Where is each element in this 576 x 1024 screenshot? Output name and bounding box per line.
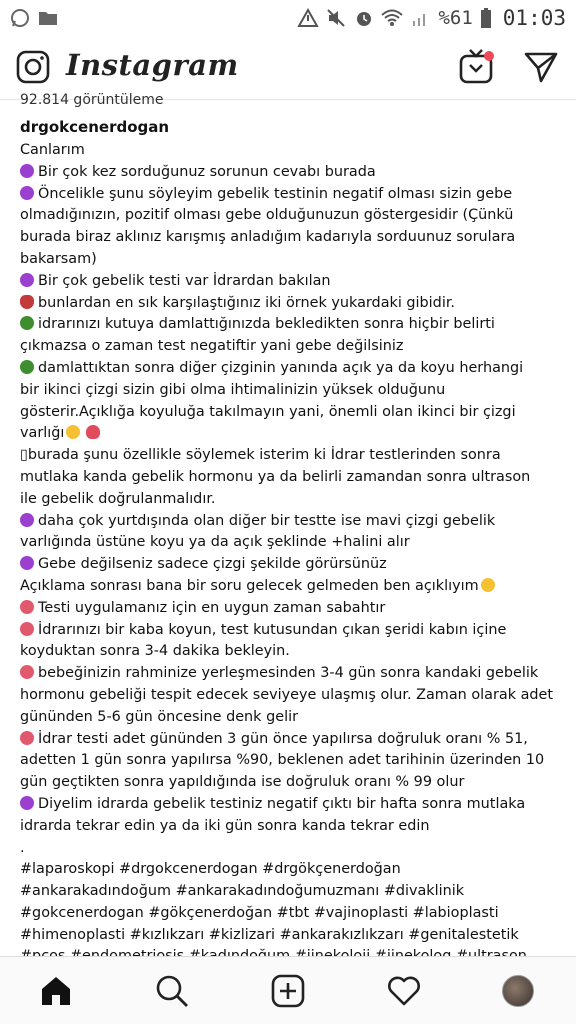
caption-text: #laparoskopi #drgokcenerdogan #drgökçenerdoğan [20, 861, 401, 878]
caption-text: idrarda tekrar edin ya da iki gün sonra kanda tekrar edin [20, 817, 430, 834]
caption-line [20, 532, 564, 554]
kiss-emoji-icon [86, 425, 100, 439]
caption-text: #gokcenerdogan #gökçenerdoğan #tbt #vajinoplasti #labioplasti [20, 904, 499, 921]
caption-text: Testi uygulamanız için en uygun zaman sabahtır [38, 599, 386, 616]
green-emoji-icon [20, 360, 34, 374]
caption-text: adetten 1 gün sonra yapılırsa %90, beklenen adet tarihinin üzerinden 10 [20, 752, 545, 769]
alert-icon [298, 8, 318, 28]
caption-text: ▯burada şunu özellikle söylemek isterim ki İdrar testlerinden sonra [20, 447, 501, 464]
bottom-navigation [0, 956, 576, 1024]
caption-text: Diyelim idrarda gebelik testiniz negatif çıktı bir hafta sonra mutlaka [38, 795, 526, 812]
purple-emoji-icon [20, 796, 34, 810]
caption-line [20, 511, 564, 533]
instagram-logo[interactable]: Instagram [66, 48, 239, 82]
purple-emoji-icon [20, 186, 34, 200]
igtv-icon[interactable] [458, 48, 496, 86]
smile-emoji-icon [66, 425, 80, 439]
caption-text: Bir çok gebelik testi var İdrardan bakılan [38, 272, 331, 289]
purple-emoji-icon [20, 273, 34, 287]
caption-text: mutlaka kanda gebelik hormonu ya da belirli zamandan sonra ultrason [20, 468, 531, 485]
caption-text: çıkmazsa o zaman test negatiftir yani gebe değilsiniz [20, 338, 404, 355]
app-header [0, 36, 576, 100]
caption-line [20, 140, 564, 162]
whatsapp-icon [10, 8, 30, 28]
caption-line [20, 467, 564, 489]
folder-icon [38, 8, 58, 28]
caption-text: İdrarınızı bir kaba koyun, test kutusundan çıkan şeridi kabın içine [38, 621, 507, 638]
caption-line [20, 249, 564, 271]
caption-line [20, 489, 564, 511]
caption-line [20, 859, 564, 881]
view-count: 92.814 görüntüleme [20, 92, 164, 108]
caption-line [20, 838, 564, 860]
caption-line [20, 336, 564, 358]
caption-text: İdrar testi adet gününden 3 gün önce yapılırsa doğruluk oranı % 51, [38, 730, 528, 747]
caption-text: Gebe değilseniz sadece çizgi şekilde görürsünüz [38, 556, 387, 573]
caption-text: Bir çok kez sorduğunuz sorunun cevabı burada [38, 163, 376, 180]
caption-line [20, 423, 564, 445]
caption-line [20, 903, 564, 925]
search-icon[interactable] [154, 973, 190, 1009]
wifi-icon [382, 8, 402, 28]
caption-line [20, 772, 564, 794]
flower-emoji-icon [20, 731, 34, 745]
caption-line [20, 729, 564, 751]
caption-line [20, 402, 564, 424]
post-username[interactable]: drgokcenerdogan [20, 118, 170, 136]
caption-line [20, 293, 564, 315]
profile-avatar[interactable] [500, 973, 536, 1009]
caption-text: daha çok yurtdışında olan diğer bir testte ise mavi çizgi gebelik [38, 512, 496, 529]
caption-line [20, 576, 564, 598]
caption-line [20, 663, 564, 685]
caption-text: hormonu gebeliği tespit edecek seviyeye ulaşmış olur. Zaman olarak adet [20, 686, 554, 703]
home-icon[interactable] [38, 973, 74, 1009]
caption-text: olmadığınızın, pozitif olması gebe olduğunuzun göstergesidir (Çünkü [20, 207, 514, 224]
alarm-icon [354, 8, 374, 28]
caption-text: bakarsam) [20, 250, 97, 267]
red-emoji-icon [20, 295, 34, 309]
caption-line [20, 816, 564, 838]
purple-emoji-icon [20, 556, 34, 570]
caption-line [20, 358, 564, 380]
caption-line [20, 271, 564, 293]
caption-line [20, 314, 564, 336]
caption-line [20, 794, 564, 816]
caption-text: bir ikinci çizgi sizin gibi olma ihtimalinizin yüksek olduğunu [20, 381, 446, 398]
caption-text: varlığı [20, 425, 65, 442]
camera-icon[interactable] [16, 50, 50, 84]
direct-message-icon[interactable] [524, 50, 558, 84]
signal-icon [410, 8, 430, 28]
activity-icon[interactable] [386, 973, 422, 1009]
battery-level: %61 [438, 7, 473, 29]
caption-line [20, 925, 564, 947]
mute-icon [326, 8, 346, 28]
caption-text: damlattıktan sonra diğer çizginin yanında açık ya da koyu herhangi [38, 359, 524, 376]
clock: 01:03 [502, 6, 566, 30]
caption-line [20, 707, 564, 729]
caption-line [20, 205, 564, 227]
caption-text: burada biraz aklınız karışmış anladığım kadarıyla sorduunuz sorulara [20, 229, 516, 246]
caption-text: gösterir.Açıklığa koyuluğa takılmayın yani, önemli olan ikinci bir çizgi [20, 403, 516, 420]
purple-emoji-icon [20, 513, 34, 527]
caption-text: varlığında üstüne koyu ya da açık şeklinde +halini alır [20, 534, 410, 551]
purple-emoji-icon [20, 164, 34, 178]
status-bar [0, 0, 576, 36]
status-bar-right [298, 6, 566, 30]
caption-text: koyduktan sonra 3-4 dakika bekleyin. [20, 643, 290, 660]
caption-text: . [20, 839, 25, 856]
caption-text: #ankarakadındoğum #ankarakadındoğumuzmanı #divaklinik [20, 883, 465, 900]
caption-line [20, 641, 564, 663]
new-post-icon[interactable] [270, 973, 306, 1009]
smile-emoji-icon [481, 578, 495, 592]
caption-line [20, 881, 564, 903]
caption-text: idrarınızı kutuya damlattığınızda bekledikten sonra hiçbir belirti [38, 316, 495, 333]
green-emoji-icon [20, 316, 34, 330]
caption-text: Açıklama sonrası bana bir soru gelecek gelmeden ben açıklıyım [20, 577, 479, 594]
caption-text: bebeğinizin rahminize yerleşmesinden 3-4 gün sonra kandaki gebelik [38, 665, 539, 682]
caption-text: #himenoplasti #kızlıkzarı #kizlizari #ankarakızlıkzarı #genitalestetik [20, 926, 519, 943]
caption-text: gününden 5-6 gün öncesine denk gelir [20, 708, 298, 725]
status-bar-left [10, 8, 58, 28]
caption-line [20, 750, 564, 772]
caption-text: Öncelikle şunu söyleyim gebelik testinin negatif olması sizin gebe [38, 185, 513, 202]
caption-text: ile gebelik doğrulanmalıdır. [20, 490, 216, 507]
avatar[interactable] [502, 975, 534, 1007]
flower-emoji-icon [20, 665, 34, 679]
caption-line [20, 162, 564, 184]
caption-line [20, 620, 564, 642]
post-caption [20, 140, 564, 968]
caption-line [20, 445, 564, 467]
battery-icon [481, 8, 491, 28]
flower-emoji-icon [20, 622, 34, 636]
post-content [0, 92, 576, 956]
caption-line [20, 380, 564, 402]
caption-line [20, 685, 564, 707]
caption-text: Canlarım [20, 142, 85, 158]
caption-text: bunlardan en sık karşılaştığınız iki örnek yukardaki gibidir. [38, 294, 455, 311]
caption-text: gün geçtikten sonra yapıldığında ise doğruluk oranı % 99 olur [20, 774, 465, 791]
caption-line [20, 598, 564, 620]
caption-line [20, 227, 564, 249]
caption-line [20, 184, 564, 206]
caption-line [20, 554, 564, 576]
flower-emoji-icon [20, 600, 34, 614]
